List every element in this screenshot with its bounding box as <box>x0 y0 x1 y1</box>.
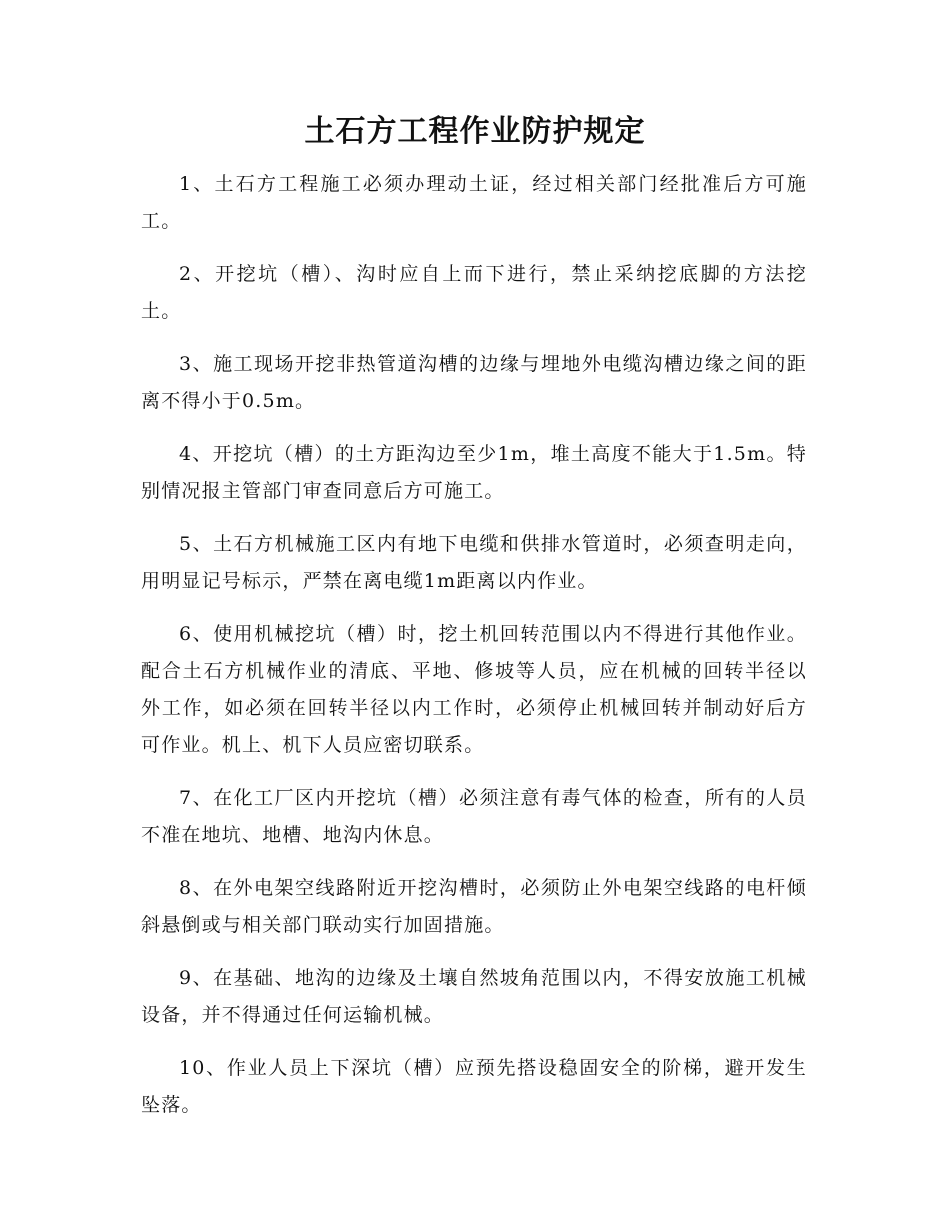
paragraph-5: 5、土石方机械施工区内有地下电缆和供排水管道时，必须查明走向，用明显记号标示，严禁在离电缆1m距离以内作业。 <box>141 533 807 592</box>
paragraph-2: 2、开挖坑（槽）、沟时应自上而下进行，禁止采纳挖底脚的方法挖土。 <box>141 263 807 322</box>
paragraph-7: 7、在化工厂区内开挖坑（槽）必须注意有毒气体的检查，所有的人员不准在地坑、地槽、地沟内休息。 <box>141 787 807 846</box>
document-title: 土石方工程作业防护规定 <box>304 114 646 149</box>
paragraph-1: 1、土石方工程施工必须办理动土证，经过相关部门经批准后方可施工。 <box>141 173 807 232</box>
paragraph-10: 10、作业人员上下深坑（槽）应预先搭设稳固安全的阶梯，避开发生坠落。 <box>141 1057 807 1116</box>
paragraph-3: 3、施工现场开挖非热管道沟槽的边缘与埋地外电缆沟槽边缘之间的距离不得小于0.5m。 <box>141 353 807 412</box>
paragraph-9: 9、在基础、地沟的边缘及土壤自然坡角范围以内，不得安放施工机械设备，并不得通过任何运输机械。 <box>141 967 807 1026</box>
paragraph-6: 6、使用机械挖坑（槽）时，挖土机回转范围以内不得进行其他作业。配合土石方机械作业的清底、平地、修坡等人员，应在机械的回转半径以外工作，如必须在回转半径以内工作时，必须停止机械回转并制动好后方可作业。机上、机下人员应密切联系。 <box>141 623 807 756</box>
document-body <box>141 166 807 1140</box>
paragraph-4: 4、开挖坑（槽）的土方距沟边至少1m，堆土高度不能大于1.5m。特别情况报主管部门审查同意后方可施工。 <box>141 443 807 502</box>
paragraph-8: 8、在外电架空线路附近开挖沟槽时，必须防止外电架空线路的电杆倾斜悬倒或与相关部门联动实行加固措施。 <box>141 877 807 936</box>
